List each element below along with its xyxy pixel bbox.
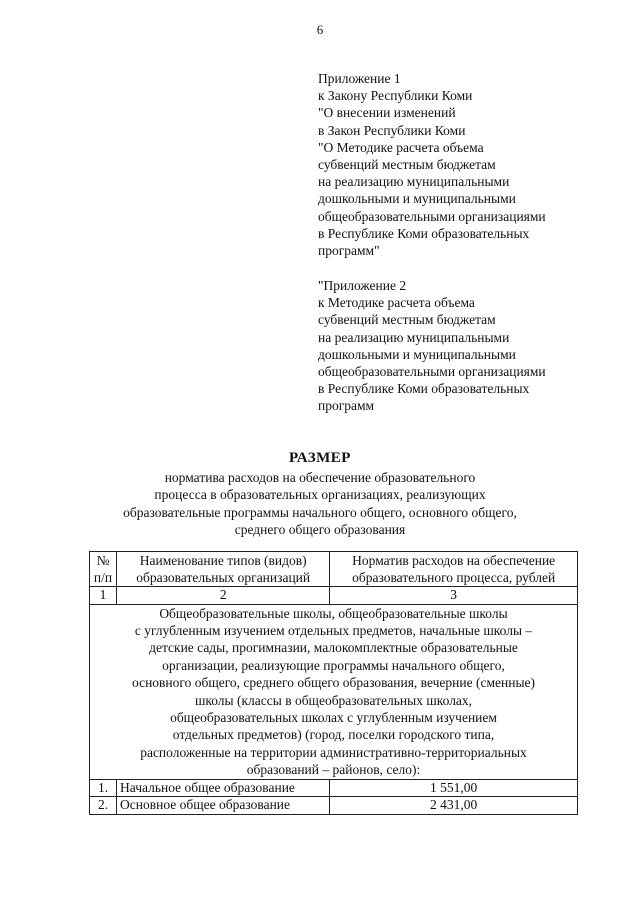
- appendix-2-line: к Методике расчета объема: [318, 295, 475, 311]
- appendix-2-line: общеобразовательными организациями: [318, 364, 546, 380]
- header-num-cell: [90, 552, 117, 587]
- row-num-cell: 1.: [90, 779, 117, 797]
- appendix-1-line: общеобразовательными организациями: [318, 208, 546, 224]
- appendix-1-line: на реализацию муниципальными: [318, 174, 510, 190]
- row-num-cell: 2.: [90, 797, 117, 815]
- appendix-2-line: "Приложение 2: [318, 278, 407, 293]
- group-line: школы (классы в общеобразовательных школах,: [194, 692, 473, 708]
- table-header-row: [90, 552, 578, 587]
- appendix-1-line: дошкольными и муниципальными: [318, 191, 516, 207]
- header-type-line: Наименование типов (видов): [139, 553, 307, 568]
- document-subtitle: [0, 469, 640, 539]
- group-line: расположенные на территории административно-территориальных: [140, 744, 527, 760]
- document-title: РАЗМЕР: [289, 450, 351, 466]
- appendix-2-line: дошкольными и муниципальными: [318, 346, 516, 362]
- table-group-row: [90, 604, 578, 779]
- index-cell: 3: [330, 587, 578, 605]
- index-cell: 1: [90, 587, 117, 605]
- group-line: Общеобразовательные школы, общеобразовательные школы: [159, 605, 508, 621]
- group-description-cell: [90, 604, 578, 779]
- subtitle-line: образовательные программы начального общего, основного общего,: [123, 504, 517, 520]
- group-line: отдельных предметов) (город, поселки городского типа,: [172, 727, 495, 743]
- group-line: образований – районов, село):: [246, 762, 421, 778]
- appendix-1-line: Приложение 1: [318, 71, 401, 86]
- appendix-1-line: "О Методике расчета объема: [318, 139, 484, 155]
- row-type-cell: Начальное общее образование: [117, 779, 330, 797]
- group-line: общеобразовательных школах с углубленным изучением: [170, 709, 497, 725]
- appendix-1-line: в Закон Республики Коми: [318, 122, 466, 138]
- index-cell: 2: [117, 587, 330, 605]
- appendix-1-line: к Закону Республики Коми: [318, 88, 473, 104]
- appendix-2-line: программ: [318, 398, 375, 414]
- appendix-2-line: в Республике Коми образовательных: [318, 381, 530, 397]
- group-line: организации, реализующие программы начального общего,: [162, 657, 505, 673]
- appendix-1-header: [318, 70, 618, 259]
- group-line: с углубленным изучением отдельных предметов, начальные школы –: [134, 622, 533, 638]
- norms-table: [89, 551, 578, 815]
- row-norm-cell: 1 551,00: [330, 779, 578, 797]
- header-norm-cell: [330, 552, 578, 587]
- appendix-1-line: субвенций местным бюджетам: [318, 157, 496, 173]
- group-line: детские сады, прогимназии, малокомплектные образовательные: [149, 640, 518, 656]
- appendix-1-line: "О внесении изменений: [318, 105, 456, 121]
- page-number: 6: [316, 22, 324, 37]
- header-norm-line: Норматив расходов на обеспечение: [352, 553, 556, 568]
- table-row: [90, 797, 578, 815]
- table-index-row: [90, 587, 578, 605]
- appendix-2-line: на реализацию муниципальными: [318, 329, 510, 345]
- row-type-cell: Основное общее образование: [117, 797, 330, 815]
- appendix-2-line: субвенций местным бюджетам: [318, 312, 496, 328]
- header-num-line: п/п: [93, 570, 113, 585]
- table-row: [90, 779, 578, 797]
- header-type-line: образовательных организаций: [136, 570, 311, 585]
- group-line: основного общего, среднего общего образования, вечерние (сменные): [131, 675, 536, 691]
- header-norm-line: образовательного процесса, рублей: [352, 570, 556, 585]
- row-norm-cell: 2 431,00: [330, 797, 578, 815]
- appendix-1-line: в Республике Коми образовательных: [318, 225, 530, 241]
- appendix-2-header: [318, 277, 618, 415]
- appendix-1-line: программ": [318, 243, 380, 259]
- subtitle-line: среднего общего образования: [234, 522, 406, 538]
- subtitle-line: норматива расходов на обеспечение образовательного: [164, 470, 476, 485]
- subtitle-line: процесса в образовательных организациях, реализующих: [154, 487, 486, 503]
- header-num-line: №: [96, 553, 110, 568]
- header-type-cell: [117, 552, 330, 587]
